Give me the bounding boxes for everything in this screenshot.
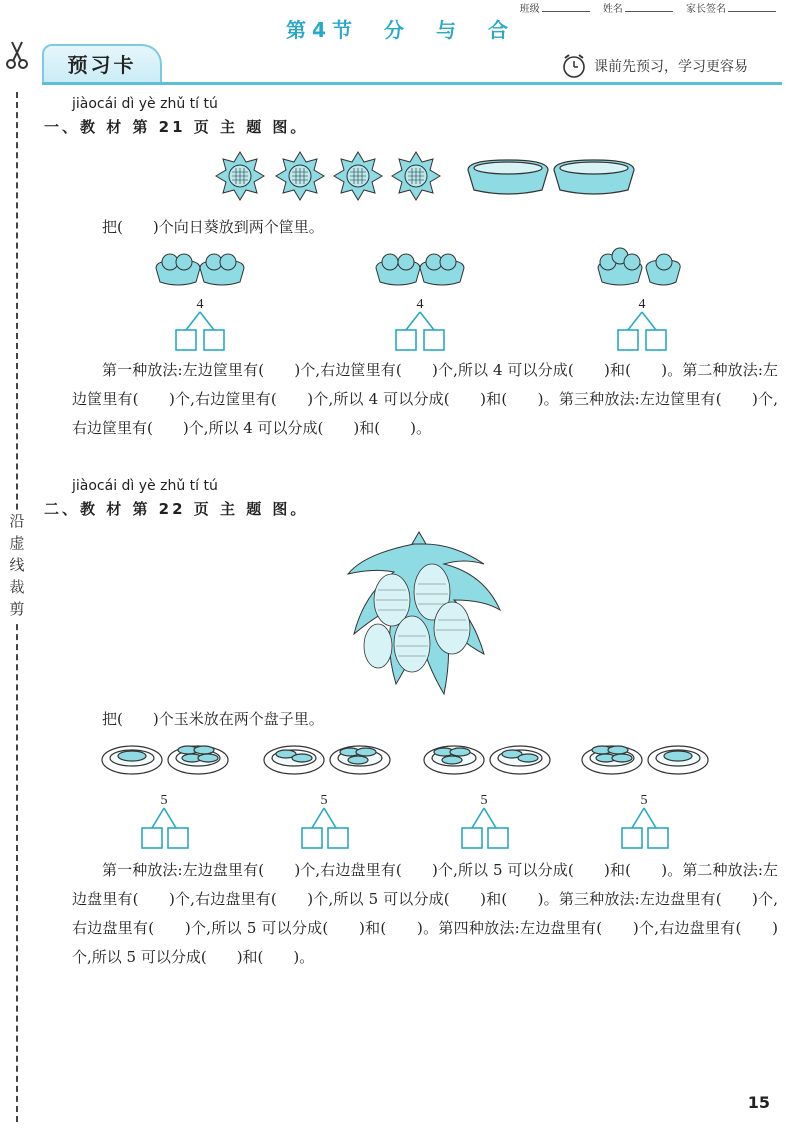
part1-pinyin: jiàocái dì yè zhǔ tí tú — [72, 96, 218, 112]
sunflower-basket-right — [646, 254, 680, 285]
name-field[interactable] — [625, 3, 673, 12]
plate-right — [330, 746, 390, 774]
header-fields — [520, 0, 776, 15]
part2-pinyin: jiàocái dì yè zhǔ tí tú — [72, 478, 218, 494]
answer-box[interactable] — [488, 828, 508, 848]
sunflower-basket-left — [156, 254, 200, 285]
alarm-clock-icon — [560, 52, 588, 80]
number-bond — [396, 312, 444, 350]
cut-line-label — [8, 510, 26, 620]
answer-box[interactable] — [168, 828, 188, 848]
answer-box[interactable] — [204, 330, 224, 350]
answer-box[interactable] — [302, 828, 322, 848]
answer-box[interactable] — [646, 330, 666, 350]
split-number: 5 — [640, 793, 648, 808]
split-number: 5 — [320, 793, 328, 808]
cut-label-char: 线 — [9, 556, 25, 574]
split-number: 4 — [416, 297, 424, 312]
corn-bundle-illustration — [334, 524, 504, 700]
class-field-label: 班级 — [519, 4, 540, 15]
number-bond — [618, 312, 666, 350]
number-bond — [176, 312, 224, 350]
split-number: 5 — [160, 793, 168, 808]
answer-box[interactable] — [142, 828, 162, 848]
plate-left — [102, 746, 162, 774]
parent-signature-label: 家长签名 — [686, 4, 726, 15]
plate-left — [582, 746, 642, 774]
basket-icon — [554, 160, 634, 194]
answer-box[interactable] — [618, 330, 638, 350]
part2-split-diagrams — [100, 738, 720, 854]
preview-bar-line — [42, 82, 782, 85]
sunflowers-baskets-illustration — [210, 146, 640, 206]
sunflower-basket-right — [200, 254, 244, 285]
sunflower-icon — [216, 152, 440, 200]
split-number: 5 — [480, 793, 488, 808]
answer-box[interactable] — [176, 330, 196, 350]
cut-label-char: 剪 — [9, 600, 25, 618]
part1-paragraph: 第一种放法:左边筐里有( )个,右边筐里有( )个,所以 4 可以分成( )和( )。第二种放法:左边筐里有( )个,右边筐里有( )个,所以 4 可以分成( )和( )。第三种放法:左边筐里有( )个,右边筐里有( )个,所以 4 可以分成( )和( )。 — [72, 361, 778, 437]
section-title: 第4节 分 与 合 — [286, 18, 514, 42]
plate-right — [648, 746, 708, 774]
answer-box[interactable] — [328, 828, 348, 848]
sunflower-basket-left — [376, 254, 420, 285]
answer-box[interactable] — [648, 828, 668, 848]
plate-left — [264, 746, 324, 774]
split-number: 4 — [196, 297, 204, 312]
part1-split-diagrams — [140, 246, 680, 356]
part1-heading: 一、教 材 第 21 页 主 题 图。 — [44, 118, 309, 136]
split-number: 4 — [638, 297, 646, 312]
cut-label-char: 沿 — [9, 512, 25, 530]
tagline: 课前先预习，学习更容易 — [594, 59, 748, 75]
name-field-label: 姓名 — [602, 4, 623, 15]
class-field[interactable] — [542, 3, 590, 12]
number-bonds — [142, 808, 668, 848]
cut-label-char: 裁 — [9, 578, 25, 596]
sunflower-basket-right — [420, 254, 464, 285]
answer-box[interactable] — [396, 330, 416, 350]
scissors-icon — [4, 40, 30, 70]
part1-prompt: 把( )个向日葵放到两个筐里。 — [102, 218, 324, 236]
plate-left — [424, 746, 484, 774]
answer-box[interactable] — [424, 330, 444, 350]
parent-signature-field[interactable] — [728, 3, 776, 12]
cut-label-char: 虚 — [9, 534, 25, 552]
basket-icon — [468, 160, 548, 194]
plate-right — [168, 746, 228, 774]
answer-box[interactable] — [622, 828, 642, 848]
part2-paragraph: 第一种放法:左边盘里有( )个,右边盘里有( )个,所以 5 可以分成( )和( )。第二种放法:左边盘里有( )个,右边盘里有( )个,所以 5 可以分成( )和( )。第三种放法:左边盘里有( )个,右边盘里有( )个,所以 5 可以分成( )和( )。第四种放法:左边盘里有( )个,右边盘里有( )个,所以 5 可以分成( )和( )。 — [72, 861, 778, 966]
plate-right — [490, 746, 550, 774]
sunflower-basket-left — [598, 248, 642, 285]
preview-tab: 预习卡 — [42, 44, 162, 84]
part2-heading: 二、教 材 第 22 页 主 题 图。 — [44, 500, 309, 518]
page-number: 15 — [747, 1093, 770, 1112]
part2-prompt: 把( )个玉米放在两个盘子里。 — [102, 710, 324, 728]
answer-box[interactable] — [462, 828, 482, 848]
